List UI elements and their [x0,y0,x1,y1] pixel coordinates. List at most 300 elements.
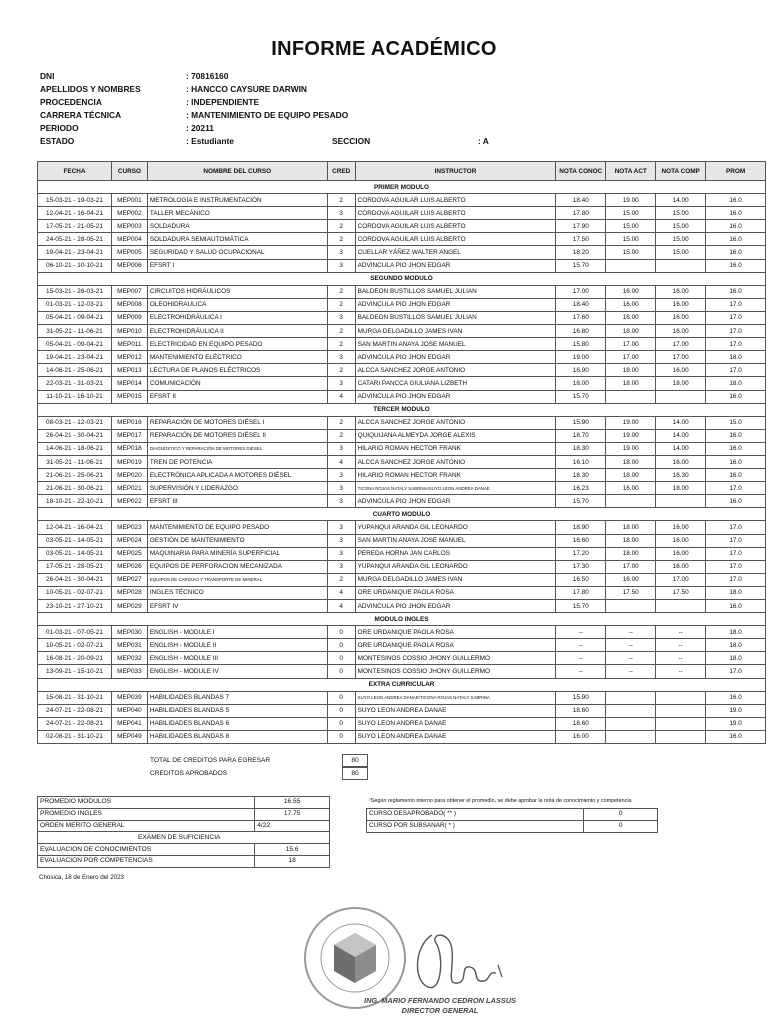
signer-name: ING. MARIO FERNANDO CEDRON LASSUS [364,996,516,1005]
course-name-cell: EFSRT I [147,259,327,272]
prom-ingles-label: PROMEDIO INGLES [38,808,255,820]
course-code-cell: MEP023 [111,521,147,534]
nota-comp-cell: 16.30 [656,469,706,482]
course-name-cell: MANTENIMIENTO DE EQUIPO PESADO [147,521,327,534]
course-code-cell: MEP049 [111,730,147,743]
module-name: TERCER MODULO [38,403,766,416]
instructor-cell: CATARI PANCCA GIULIANA LIZBETH [355,377,556,390]
desaprobado-label: CURSO DESAPROBADO( ** ) [367,809,584,821]
course-name-cell: EQUIPOS DE PERFORACION MECANIZADA [147,560,327,573]
nota-comp-cell: 16.00 [656,560,706,573]
date-cell: 06-10-21 - 10-10-21 [38,259,112,272]
nota-comp-cell: 15.00 [656,233,706,246]
instructor-cell: ALCCA SANCHEZ JORGE ANTONIO [355,416,556,429]
prom-cell: 17.0 [706,298,766,311]
date-cell: 17-05-21 - 21-05-21 [38,220,112,233]
date-cell: 19-04-21 - 23-04-21 [38,351,112,364]
prom-cell: 17.0 [706,560,766,573]
instructor-cell: MONTESINOS COSSIO JHONY GUILLERMO [355,665,556,678]
table-row [38,691,766,704]
column-header: CRED [327,162,355,181]
date-cell: 31-05-21 - 11-06-21 [38,325,112,338]
prom-modulos-value: 16.55 [255,797,330,809]
origin-label: PROCEDENCIA [40,97,102,107]
module-name: EXTRA CURRICULAR [38,678,766,691]
instructor-cell: ADVINCULA PIO JHON EDGAR [355,259,556,272]
table-row [38,442,766,455]
date-cell: 24-05-21 - 28-05-21 [38,233,112,246]
nota-comp-cell: 14.00 [656,194,706,207]
nota-comp-cell [656,704,706,717]
nota-conoc-cell: 18.00 [556,377,606,390]
module-name: CUARTO MODULO [38,508,766,521]
nota-comp-cell: 16.00 [656,547,706,560]
course-name-cell: SEGURIDAD Y SALUD OCUPACIONAL [147,246,327,259]
prom-cell: 16.0 [706,495,766,508]
course-code-cell: MEP012 [111,351,147,364]
nota-comp-cell: 17.00 [656,351,706,364]
credits-cell: 3 [327,246,355,259]
date-cell: 05-04-21 - 09-04-21 [38,311,112,324]
column-header: CURSO [111,162,147,181]
credits-cell: 0 [327,665,355,678]
nota-conoc-cell: 17.60 [556,311,606,324]
nota-comp-cell: 14.00 [656,416,706,429]
date-cell: 01-03-21 - 12-03-21 [38,298,112,311]
course-code-cell: MEP004 [111,233,147,246]
credits-cell: 0 [327,691,355,704]
orden-value: 4/22 [255,820,330,832]
instructor-cell: ADVINCULA PIO JHON EDGAR [355,351,556,364]
instructor-cell: TICONA ROJAS NATALY SABRINA/SUYO LEON ANDREA DANAE [355,482,556,495]
instructor-cell: SUYO LEON ANDREA DANAE [355,704,556,717]
prom-cell: 17.0 [706,482,766,495]
prom-cell: 16.0 [706,691,766,704]
course-code-cell: MEP008 [111,298,147,311]
table-row [38,626,766,639]
subsanar-value: 0 [584,820,658,832]
nota-comp-cell [656,390,706,403]
instructor-cell: CORDOVA AGUILAR LUIS ALBERTO [355,194,556,207]
course-name-cell: HABILIDADES BLANDAS 6 [147,717,327,730]
course-code-cell: MEP007 [111,285,147,298]
nota-act-cell: 17.50 [606,586,656,599]
nota-comp-cell: 18.00 [656,377,706,390]
column-header: NOTA COMP [656,162,706,181]
prom-cell: 17.0 [706,325,766,338]
nota-comp-cell [656,730,706,743]
nota-conoc-cell: 16.60 [556,534,606,547]
origin-value: : INDEPENDIENTE [186,97,260,107]
prom-cell: 16.0 [706,442,766,455]
nota-act-cell: 18.00 [606,521,656,534]
course-code-cell: MEP002 [111,207,147,220]
credits-cell: 2 [327,233,355,246]
nota-act-cell: 15.00 [606,220,656,233]
nota-act-cell: 16.00 [606,298,656,311]
course-code-cell: MEP026 [111,560,147,573]
table-row [38,207,766,220]
nota-comp-cell: -- [656,665,706,678]
nota-conoc-cell: 18.20 [556,246,606,259]
nota-act-cell: 18.00 [606,455,656,468]
nota-conoc-cell: 15.90 [556,691,606,704]
table-row [38,259,766,272]
course-name-cell: EFSRT II [147,390,327,403]
prom-cell: 16.0 [706,730,766,743]
failed-row [367,820,658,832]
course-name-cell: LECTURA DE PLANOS ELÉCTRICOS [147,364,327,377]
nota-comp-cell: 16.00 [656,325,706,338]
nota-act-cell: 15.00 [606,246,656,259]
table-row [38,730,766,743]
prom-cell: 17.0 [706,665,766,678]
credits-cell: 4 [327,390,355,403]
date-cell: 05-04-21 - 09-04-21 [38,338,112,351]
instructor-cell: ADVINCULA PIO JHON EDGAR [355,495,556,508]
date-cell: 22-03-21 - 31-03-21 [38,377,112,390]
instructor-cell: BALDEON BUSTILLOS SAMUEL JULIAN [355,311,556,324]
prom-cell: 17.0 [706,547,766,560]
career-value: : MANTENIMIENTO DE EQUIPO PESADO [186,110,349,120]
column-header: PROM [706,162,766,181]
nota-act-cell: 18.00 [606,547,656,560]
table-row [38,377,766,390]
nota-act-cell: 19.00 [606,442,656,455]
course-name-cell: TREN DE POTENCIA [147,455,327,468]
prom-cell: 16.0 [706,207,766,220]
prom-cell: 16.0 [706,259,766,272]
place-date: Chosica, 18 de Enero del 2023 [39,874,124,881]
prom-cell: 18.0 [706,586,766,599]
table-row [38,351,766,364]
date-cell: 19-04-21 - 23-04-21 [38,246,112,259]
nota-act-cell [606,600,656,613]
date-cell: 24-07-21 - 22-08-21 [38,704,112,717]
course-code-cell: MEP005 [111,246,147,259]
status-value: : Estudiante [186,136,234,146]
date-cell: 15-03-21 - 19-03-21 [38,194,112,207]
course-name-cell: EFSRT IV [147,600,327,613]
table-row [38,573,766,586]
nota-act-cell: 16.00 [606,311,656,324]
nota-comp-cell: -- [656,639,706,652]
nota-act-cell: 19.00 [606,194,656,207]
nota-comp-cell: 16.00 [656,455,706,468]
date-cell: 21-06-21 - 25-06-21 [38,469,112,482]
grades-table [37,161,766,744]
date-cell: 14-06-21 - 25-06-21 [38,364,112,377]
credits-cell: 2 [327,298,355,311]
nota-act-cell [606,259,656,272]
table-row [38,390,766,403]
instructor-cell: ORE URDANIQUE PAOLA ROSA [355,586,556,599]
nota-comp-cell: 17.00 [656,338,706,351]
failed-courses-table [366,808,658,833]
date-cell: 15-08-21 - 31-10-21 [38,691,112,704]
instructor-cell: HILARIO ROMAN HECTOR FRANK [355,469,556,482]
course-code-cell: MEP016 [111,416,147,429]
course-code-cell: MEP021 [111,482,147,495]
signer-block [330,996,550,1016]
nota-act-cell: 16.00 [606,285,656,298]
instructor-cell: SUYO LEON ANDREA DANAE [355,730,556,743]
table-row [38,534,766,547]
nota-act-cell [606,730,656,743]
table-row [38,285,766,298]
nota-conoc-cell: 18.70 [556,429,606,442]
date-cell: 14-06-21 - 18-06-21 [38,442,112,455]
exam-label: EXAMEN DE SUFICIENCIA [38,832,330,844]
desaprobado-value: 0 [584,809,658,821]
instructor-cell: BALDEON BUSTILLOS SAMUEL JULIAN [355,285,556,298]
table-row [38,429,766,442]
student-info [40,70,740,148]
course-name-cell: ELECTROHIDRÁULICA I [147,311,327,324]
prom-cell: 16.0 [706,233,766,246]
credits-cell: 0 [327,626,355,639]
nota-conoc-cell: 16.23 [556,482,606,495]
module-header-row [38,272,766,285]
nota-conoc-cell: 17.20 [556,547,606,560]
prom-cell: 17.0 [706,338,766,351]
nota-comp-cell: -- [656,652,706,665]
nota-conoc-cell: -- [556,652,606,665]
credits-cell: 3 [327,482,355,495]
date-cell: 11-10-21 - 16-10-21 [38,390,112,403]
credits-cell: 0 [327,717,355,730]
eval-conoc-label: EVALUACION DE CONOCIMIENTOS [38,844,255,856]
instructor-cell: YUPANQUI ARANDA GIL LEONARDO [355,560,556,573]
nota-conoc-cell: 17.90 [556,220,606,233]
credits-cell: 3 [327,521,355,534]
table-row [38,717,766,730]
instructor-cell: CORDOVA AGUILAR LUIS ALBERTO [355,207,556,220]
course-name-cell: COMUNICACIÓN [147,377,327,390]
subsanar-label: CURSO POR SUBSANAR( * ) [367,820,584,832]
column-header: FECHA [38,162,112,181]
total-credits-value: 80 [342,754,368,767]
date-cell: 15-03-21 - 26-03-21 [38,285,112,298]
prom-cell: 17.0 [706,364,766,377]
section-value: : A [478,136,489,146]
dni-label: DNI [40,71,55,81]
table-body [38,181,766,744]
credits-cell: 0 [327,639,355,652]
table-row [38,246,766,259]
nota-conoc-cell: 16.10 [556,455,606,468]
nota-conoc-cell: 15.90 [556,416,606,429]
module-header-row [38,181,766,194]
instructor-cell: ORE URDANIQUE PAOLA ROSA [355,639,556,652]
course-name-cell: ELECTRÓNICA APLICADA A MOTORES DIÉSEL [147,469,327,482]
nota-comp-cell: 16.00 [656,521,706,534]
course-name-cell: ENGLISH - MODULE II [147,639,327,652]
nota-conoc-cell: 18.90 [556,521,606,534]
table-row [38,652,766,665]
nota-comp-cell: 15.00 [656,207,706,220]
credits-cell: 2 [327,220,355,233]
nota-conoc-cell: 16.80 [556,325,606,338]
period-label: PERIODO [40,123,79,133]
table-row [38,639,766,652]
credits-cell: 2 [327,338,355,351]
nota-conoc-cell: 18.40 [556,194,606,207]
course-name-cell: TALLER MECÁNICO [147,207,327,220]
credits-cell: 3 [327,547,355,560]
instructor-cell: MURGA DELGADILLO JAMES IVAN [355,573,556,586]
course-code-cell: MEP039 [111,691,147,704]
credits-cell: 3 [327,351,355,364]
course-name-cell: ENGLISH - MODULE IV [147,665,327,678]
date-cell: 16-08-21 - 20-09-21 [38,652,112,665]
instructor-cell: HILARIO ROMAN HECTOR FRANK [355,442,556,455]
course-name-cell: REPARACIÓN DE MOTORES DIÉSEL I [147,416,327,429]
course-code-cell: MEP029 [111,600,147,613]
eval-comp-value: 18 [255,855,330,867]
course-code-cell: MEP009 [111,311,147,324]
course-code-cell: MEP019 [111,455,147,468]
course-name-cell: EFSRT III [147,495,327,508]
prom-cell: 16.0 [706,455,766,468]
course-code-cell: MEP033 [111,665,147,678]
director-signature [410,925,510,995]
course-code-cell: MEP024 [111,534,147,547]
nota-conoc-cell: 15.70 [556,390,606,403]
date-cell: 08-03-21 - 12-03-21 [38,416,112,429]
table-row [38,311,766,324]
module-name: MODULO INGLES [38,613,766,626]
course-name-cell: DIAGNOSTICO Y REPARACIÓN DE MOTORES DIÉSEL [147,442,327,455]
course-name-cell: ELECTROHIDRÁULICA II [147,325,327,338]
nota-act-cell [606,495,656,508]
module-header-row [38,403,766,416]
nota-comp-cell: 17.50 [656,586,706,599]
career-label: CARRERA TÉCNICA [40,110,122,120]
failed-row [367,809,658,821]
table-row [38,586,766,599]
course-name-cell: HABILIDADES BLANDAS 8 [147,730,327,743]
summary-table [37,796,330,868]
prom-cell: 18.0 [706,351,766,364]
nota-act-cell [606,390,656,403]
course-name-cell: MANTENIMIENTO ELÉCTRICO [147,351,327,364]
nota-comp-cell: 16.00 [656,298,706,311]
instructor-cell: SUYO LEON ANDREA DANAE/TICONA ROJAS NATALY SABRINA [355,691,556,704]
instructor-cell: SUYO LEON ANDREA DANAE [355,717,556,730]
date-cell: 21-06-21 - 30-06-21 [38,482,112,495]
nota-act-cell: 16.00 [606,573,656,586]
instructor-cell: SAN MARTIN ANAYA JOSE MANUEL [355,338,556,351]
instructor-cell: ORE URDANIQUE PAOLA ROSA [355,626,556,639]
table-row [38,338,766,351]
table-row [38,455,766,468]
nota-conoc-cell: -- [556,639,606,652]
credits-cell: 0 [327,652,355,665]
approved-credits-value: 80 [342,767,368,780]
course-code-cell: MEP011 [111,338,147,351]
nota-conoc-cell: 16.90 [556,364,606,377]
page-title: INFORME ACADÉMICO [271,38,497,60]
table-row [38,194,766,207]
nota-act-cell: 17.00 [606,351,656,364]
course-name-cell: MAQUINARIA PARA MINERÍA SUPERFICIAL [147,547,327,560]
prom-cell: 17.0 [706,521,766,534]
course-name-cell: SOLDADURA SEMIAUTOMÁTICA [147,233,327,246]
nota-conoc-cell: 15.70 [556,600,606,613]
course-code-cell: MEP040 [111,704,147,717]
nota-act-cell: 15.00 [606,207,656,220]
total-credits-label: TOTAL DE CREDITOS PARA EGRESAR [150,757,271,764]
prom-cell: 16.0 [706,220,766,233]
credits-block [150,754,380,780]
nota-conoc-cell: 18.40 [556,298,606,311]
footnote: ¹Según reglamento interno para obtener el promedio, se debe aprobar la nota de conocimiento y competencia [369,798,632,804]
signer-role: DIRECTOR GENERAL [401,1006,479,1015]
prom-cell: 18.0 [706,652,766,665]
prom-cell: 18.0 [706,377,766,390]
course-code-cell: MEP030 [111,626,147,639]
credits-cell: 3 [327,534,355,547]
section-label: SECCION [332,136,371,146]
table-row [38,704,766,717]
credits-cell: 3 [327,259,355,272]
table-row [38,482,766,495]
prom-cell: 19.0 [706,704,766,717]
course-code-cell: MEP014 [111,377,147,390]
table-row [38,600,766,613]
prom-cell: 17.0 [706,573,766,586]
table-row [38,560,766,573]
column-header: INSTRUCTOR [355,162,556,181]
nota-comp-cell: -- [656,626,706,639]
date-cell: 12-04-21 - 16-04-21 [38,207,112,220]
table-row [38,665,766,678]
nota-conoc-cell: 17.50 [556,233,606,246]
nota-act-cell: 17.00 [606,560,656,573]
module-name: SEGUNDO MODULO [38,272,766,285]
prom-cell: 16.0 [706,469,766,482]
course-code-cell: MEP032 [111,652,147,665]
course-name-cell: EQUIPOS DE CARGUIO Y TRANSPORTE DE MINERAL [147,573,327,586]
credits-cell: 4 [327,455,355,468]
nota-conoc-cell: 15.80 [556,338,606,351]
date-cell: 24-07-21 - 22-08-21 [38,717,112,730]
date-cell: 31-05-21 - 11-06-21 [38,455,112,468]
name-label: APELLIDOS Y NOMBRES [40,84,141,94]
nota-act-cell [606,717,656,730]
course-code-cell: MEP027 [111,573,147,586]
date-cell: 03-05-21 - 14-05-21 [38,534,112,547]
credits-cell: 3 [327,469,355,482]
course-name-cell: INGLES TÉCNICO [147,586,327,599]
course-code-cell: MEP025 [111,547,147,560]
summary-row [38,844,330,856]
nota-comp-cell [656,600,706,613]
column-header: NOTA ACT [606,162,656,181]
module-header-row [38,508,766,521]
nota-conoc-cell: 17.00 [556,285,606,298]
nota-comp-cell: 16.00 [656,311,706,324]
nota-conoc-cell: 17.30 [556,560,606,573]
nota-comp-cell [656,495,706,508]
instructor-cell: CUELLAR YÁÑEZ WALTER ANGEL [355,246,556,259]
course-code-cell: MEP020 [111,469,147,482]
nota-comp-cell: 16.00 [656,364,706,377]
course-code-cell: MEP003 [111,220,147,233]
nota-act-cell: -- [606,639,656,652]
prom-ingles-value: 17.75 [255,808,330,820]
